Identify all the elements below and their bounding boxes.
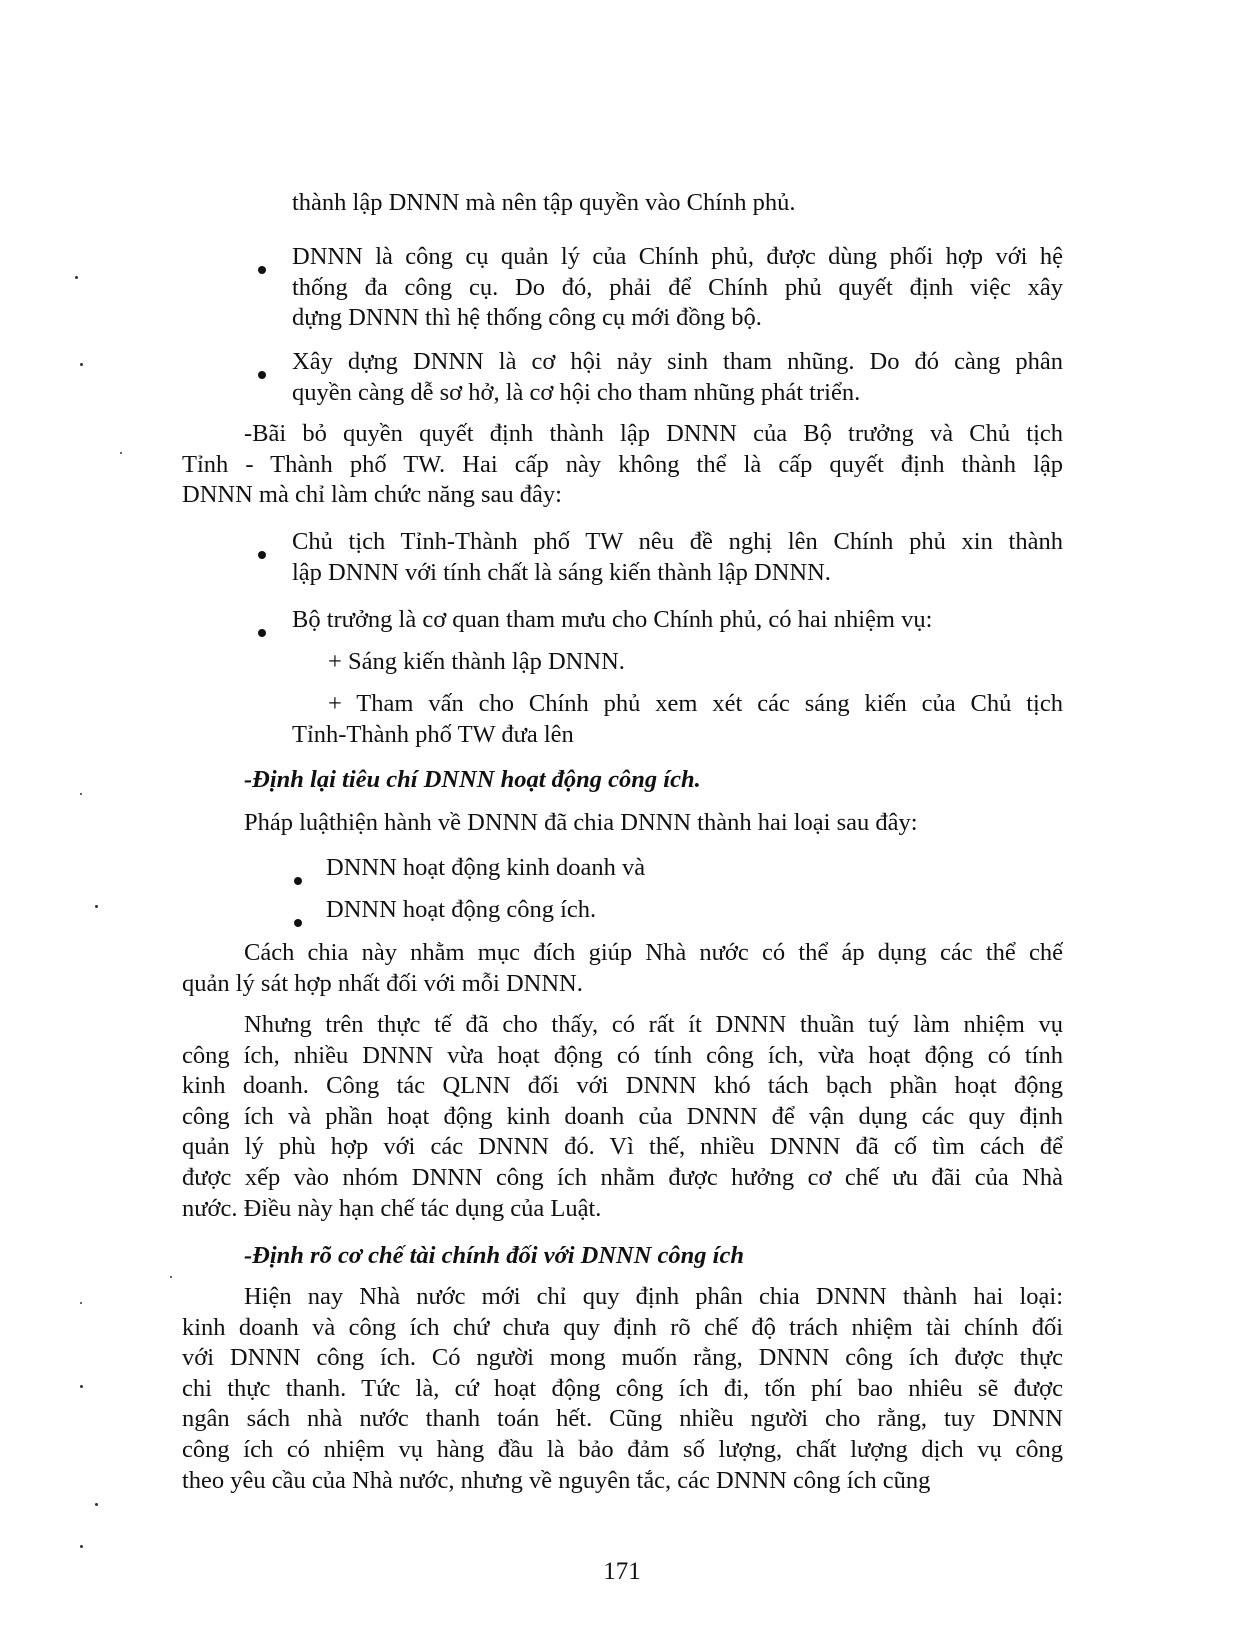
text-line: với DNNN công ích. Có người mong muốn rằng, DNNN công ích được thực xyxy=(182,1344,1063,1372)
bullet-icon xyxy=(294,877,302,885)
bullet-icon xyxy=(258,551,266,559)
text-line: Tỉnh-Thành phố TW đưa lên xyxy=(292,720,574,748)
text-line: kinh doanh. Công tác QLNN đối với DNNN khó tách bạch phần hoạt động xyxy=(182,1072,1063,1100)
scan-speck xyxy=(170,1276,172,1278)
text-line: kinh doanh và công ích chứ chưa quy định rõ chế độ trách nhiệm tài chính đối xyxy=(182,1313,1063,1341)
text-line: DNNN hoạt động công ích. xyxy=(326,896,597,923)
text-line: + Sáng kiến thành lập DNNN. xyxy=(328,648,625,675)
text-line: DNNN mà chỉ làm chức năng sau đây: xyxy=(182,481,562,509)
text-line: nước. Điều này hạn chế tác dụng của Luật. xyxy=(182,1194,602,1222)
text-line: quyền càng dễ sơ hở, là cơ hội cho tham nhũng phát triển. xyxy=(292,378,861,406)
text-line: quản lý sát hợp nhất đối với mỗi DNNN. xyxy=(182,969,583,997)
text-line: Hiện nay Nhà nước mới chỉ quy định phân chia DNNN thành hai loại: xyxy=(244,1283,1063,1310)
text-line: Nhưng trên thực tế đã cho thấy, có rất ít DNNN thuần tuý làm nhiệm vụ xyxy=(244,1011,1063,1038)
bullet-icon xyxy=(258,266,266,274)
text-line: DNNN là công cụ quản lý của Chính phủ, được dùng phối hợp với hệ xyxy=(292,243,1063,270)
text-line: chi thực thanh. Tức là, cứ hoạt động công ích đi, tốn phí bao nhiêu sẽ được xyxy=(182,1374,1063,1402)
text-line: Cách chia này nhằm mục đích giúp Nhà nước có thể áp dụng các thể chế xyxy=(244,939,1063,966)
bullet-icon xyxy=(294,919,302,927)
text-line: -Định lại tiêu chí DNNN hoạt động công ích. xyxy=(244,766,701,793)
scan-speck xyxy=(80,793,82,795)
text-line: công ích có nhiệm vụ hàng đầu là bảo đảm số lượng, chất lượng dịch vụ công xyxy=(182,1436,1063,1463)
bullet-icon xyxy=(258,371,266,379)
text-line: quản lý phù hợp với các DNNN đó. Vì thế, nhiều DNNN đã cố tìm cách để xyxy=(182,1133,1063,1161)
scan-speck xyxy=(80,1385,83,1388)
scan-speck xyxy=(95,1503,98,1506)
scan-speck xyxy=(75,276,78,279)
text-line: lập DNNN với tính chất là sáng kiến thành lập DNNN. xyxy=(292,558,831,586)
text-line: ngân sách nhà nước thanh toán hết. Cũng nhiều người cho rằng, tuy DNNN xyxy=(182,1405,1063,1433)
text-line: thành lập DNNN mà nên tập quyền vào Chính phủ. xyxy=(292,189,796,216)
text-line: công ích và phần hoạt động kinh doanh của DNNN để vận dụng các quy định xyxy=(182,1102,1063,1130)
text-line: Bộ trưởng là cơ quan tham mưu cho Chính phủ, có hai nhiệm vụ: xyxy=(292,606,933,633)
text-line: + Tham vấn cho Chính phủ xem xét các sáng kiến của Chủ tịch xyxy=(328,690,1063,717)
page-number: 171 xyxy=(603,1558,641,1585)
text-line: Xây dựng DNNN là cơ hội nảy sinh tham nhũng. Do đó càng phân xyxy=(292,348,1063,375)
text-line: thống đa công cụ. Do đó, phải để Chính phủ quyết định việc xây xyxy=(292,273,1063,301)
text-line: Pháp luậthiện hành về DNNN đã chia DNNN thành hai loại sau đây: xyxy=(244,809,918,836)
text-line: -Định rõ cơ chế tài chính đối với DNNN công ích xyxy=(244,1242,744,1269)
text-line: Tỉnh - Thành phố TW. Hai cấp này không thể là cấp quyết định thành lập xyxy=(182,450,1063,478)
bullet-icon xyxy=(258,629,266,637)
scan-speck xyxy=(80,1545,83,1548)
text-line: được xếp vào nhóm DNNN công ích nhằm được hưởng cơ chế ưu đãi của Nhà xyxy=(182,1164,1063,1191)
text-line: theo yêu cầu của Nhà nước, nhưng về nguyên tắc, các DNNN công ích cũng xyxy=(182,1466,931,1494)
text-line: DNNN hoạt động kinh doanh và xyxy=(326,854,646,881)
scan-speck xyxy=(95,905,98,908)
text-line: dựng DNNN thì hệ thống công cụ mới đồng bộ. xyxy=(292,304,762,332)
scan-speck xyxy=(120,452,122,454)
scan-speck xyxy=(80,1302,82,1304)
text-line: -Bãi bỏ quyền quyết định thành lập DNNN của Bộ trưởng và Chủ tịch xyxy=(244,420,1063,447)
text-line: công ích, nhiều DNNN vừa hoạt động có tính công ích, vừa hoạt động có tính xyxy=(182,1041,1063,1069)
scan-speck xyxy=(80,363,83,366)
text-line: Chủ tịch Tỉnh-Thành phố TW nêu đề nghị lên Chính phủ xin thành xyxy=(292,528,1063,555)
